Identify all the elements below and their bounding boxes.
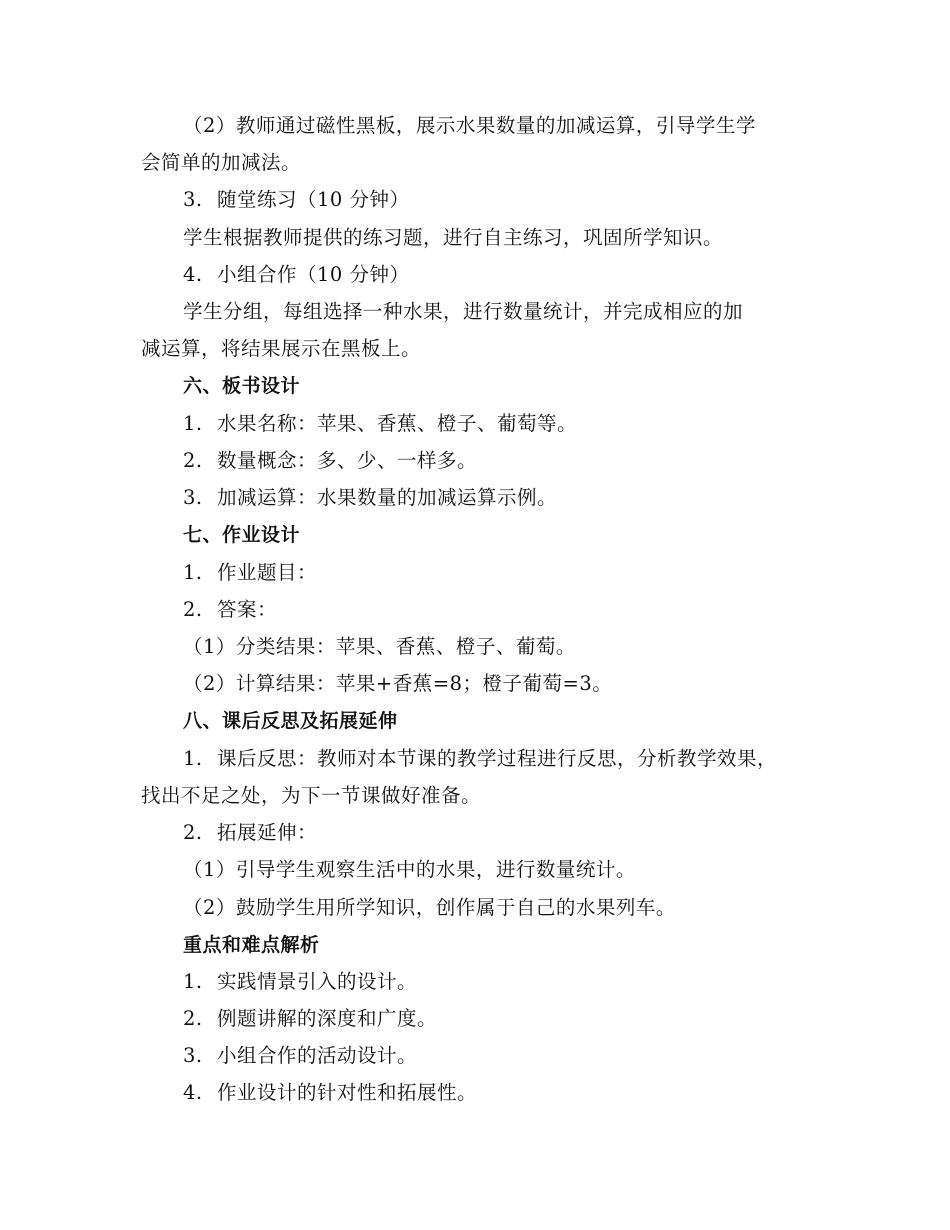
paragraph-line: 学生分组，每组选择一种水果，进行数量统计，并完成相应的加 [183, 300, 744, 323]
list-item: 2. 数量概念：多、少、一样多。 [183, 447, 863, 475]
paragraph-line: 学生根据教师提供的练习题，进行自主练习，巩固所学知识。 [183, 226, 724, 249]
list-number: 4. [183, 263, 203, 286]
list-number: 3. [183, 486, 203, 509]
list-item: 1. 实践情景引入的设计。 [183, 968, 863, 996]
list-number: 1. [183, 747, 203, 770]
list-item: 2. 答案： [183, 596, 863, 624]
list-item: 3. 小组合作的活动设计。 [183, 1042, 863, 1070]
list-item: 4. 作业设计的针对性和拓展性。 [183, 1079, 863, 1107]
list-number: 4. [183, 1081, 203, 1104]
paragraph-line: （2）教师通过磁性黑板，展示水果数量的加减运算，引导学生学 [183, 114, 756, 137]
list-item: 3. 随堂练习（10 分钟） [183, 186, 863, 214]
paragraph-line: 减运算，将结果展示在黑板上。 [141, 337, 422, 360]
list-number: 2. [183, 1007, 203, 1030]
list-number: 2. [183, 598, 203, 621]
section-heading: 重点和难点解析 [183, 934, 320, 956]
paragraph-line: 找出不足之处，为下一节课做好准备。 [141, 784, 482, 807]
list-number: 2. [183, 821, 203, 844]
list-item: 4. 小组合作（10 分钟） [183, 261, 863, 289]
list-number: 1. [183, 561, 203, 584]
section-heading: 七、作业设计 [183, 524, 301, 546]
list-item: 2. 拓展延伸： [183, 819, 863, 847]
list-number: 3. [183, 1044, 203, 1067]
paragraph-line: （2）计算结果：苹果+香蕉=8；橙子葡萄=3。 [183, 672, 613, 695]
list-item: 1. 课后反思：教师对本节课的教学过程进行反思，分析教学效果， [183, 745, 863, 773]
paragraph-line: （1）分类结果：苹果、香蕉、橙子、葡萄。 [183, 635, 576, 658]
list-item: 2. 例题讲解的深度和广度。 [183, 1005, 863, 1033]
list-number: 1. [183, 412, 203, 435]
section-heading: 八、课后反思及拓展延伸 [183, 710, 398, 732]
paragraph-line: （1）引导学生观察生活中的水果，进行数量统计。 [183, 858, 636, 881]
list-number: 1. [183, 970, 203, 993]
paragraph-line: （2）鼓励学生用所学知识，创作属于自己的水果列车。 [183, 896, 676, 919]
list-item: 1. 作业题目： [183, 559, 863, 587]
list-item: 3. 加减运算：水果数量的加减运算示例。 [183, 484, 863, 512]
section-heading: 六、板书设计 [183, 375, 301, 397]
list-number: 2. [183, 449, 203, 472]
list-number: 3. [183, 188, 203, 211]
paragraph-line: 会简单的加减法。 [141, 151, 302, 174]
list-item: 1. 水果名称：苹果、香蕉、橙子、葡萄等。 [183, 410, 863, 438]
